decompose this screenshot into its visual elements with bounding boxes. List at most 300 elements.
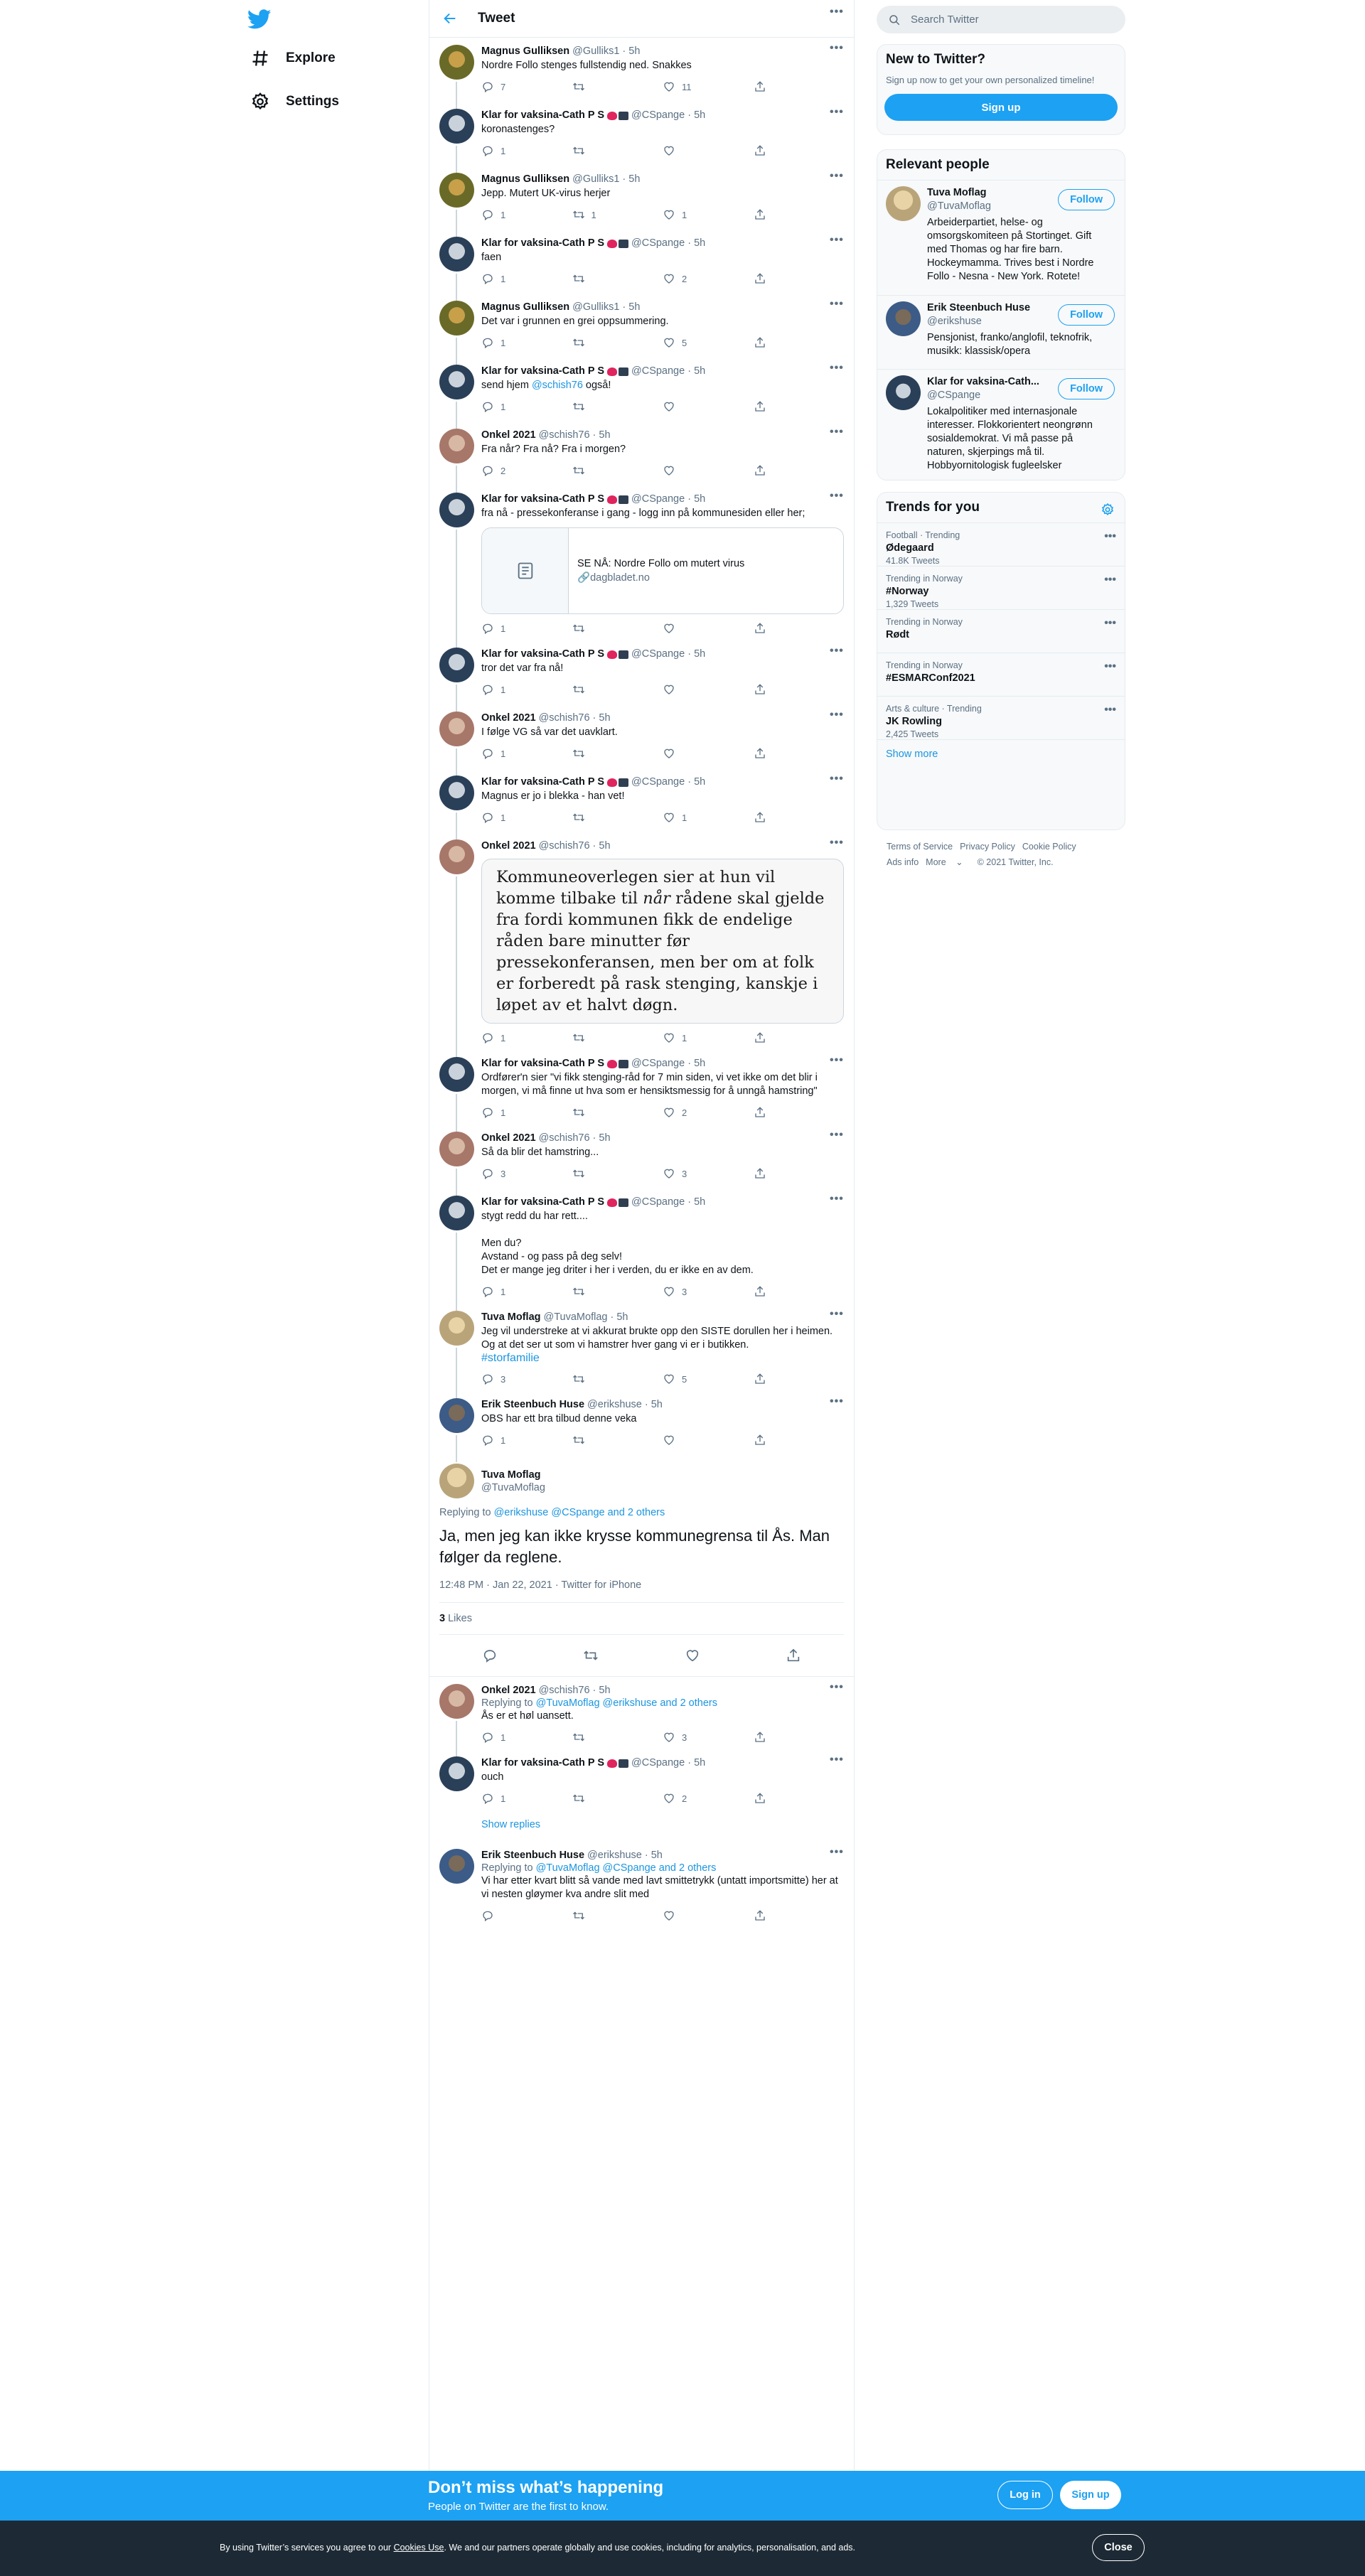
retweet-icon — [572, 336, 585, 349]
author-name[interactable]: Klar for vaksina-Cath P S — [481, 237, 604, 249]
retweet-icon — [572, 622, 585, 635]
author-handle[interactable]: @schish76 · 5h — [538, 840, 611, 852]
more-icon[interactable]: ••• — [830, 645, 844, 657]
like-count: 5 — [682, 337, 687, 348]
retweet-icon[interactable] — [583, 1648, 599, 1663]
privacy-link[interactable]: Privacy Policy — [960, 842, 1015, 852]
more-icon[interactable]: ••• — [1104, 574, 1116, 586]
author-name[interactable]: Klar for vaksina-Cath P S — [481, 648, 604, 660]
reply-action[interactable] — [481, 1106, 572, 1119]
reply-action[interactable] — [481, 1285, 572, 1298]
like-action[interactable] — [663, 1031, 754, 1044]
retweet-action[interactable] — [572, 80, 663, 93]
share-action[interactable] — [754, 80, 845, 93]
author-handle[interactable]: @CSpange · 5h — [631, 1757, 706, 1769]
new-to-twitter-subtitle: Sign up now to get your own personalized timeline! — [886, 75, 1095, 85]
retweet-action[interactable] — [572, 336, 663, 349]
retweet-action[interactable] — [572, 622, 663, 635]
tweet-actions — [481, 1371, 844, 1387]
author-handle[interactable]: @CSpange · 5h — [631, 109, 706, 121]
tweet[interactable] — [429, 166, 854, 230]
more-label: More — [926, 857, 946, 867]
retweet-action[interactable] — [572, 1167, 663, 1180]
reply-action[interactable] — [481, 1792, 572, 1805]
tweet[interactable] — [429, 1391, 854, 1455]
more-icon[interactable]: ••• — [830, 426, 844, 438]
avatar[interactable] — [439, 1756, 474, 1791]
tweet-header — [481, 1308, 844, 1324]
reply-icon — [481, 1909, 494, 1922]
person-handle[interactable]: @erikshuse — [927, 316, 982, 327]
more-icon[interactable]: ••• — [830, 362, 844, 374]
like-count: 1 — [682, 209, 687, 220]
author-handle[interactable]: @erikshuse · 5h — [587, 1850, 663, 1861]
more-icon[interactable]: ••• — [830, 837, 844, 849]
like-action[interactable] — [663, 80, 754, 93]
retweet-action[interactable] — [572, 1434, 663, 1447]
mention-link[interactable]: @schish76 — [531, 380, 583, 391]
settings-gear-icon[interactable] — [1101, 503, 1115, 517]
tweet[interactable] — [429, 640, 854, 704]
cookie-policy-link[interactable]: Cookie Policy — [1022, 842, 1076, 852]
reply-count: 1 — [500, 1286, 506, 1297]
tweet[interactable] — [429, 1125, 854, 1188]
more-icon[interactable]: ••• — [1104, 617, 1116, 629]
login-button[interactable]: Log in — [997, 2481, 1053, 2509]
back-arrow-icon[interactable] — [442, 11, 458, 26]
avatar[interactable] — [439, 1311, 474, 1346]
avatar[interactable] — [439, 839, 474, 874]
more-icon[interactable]: ••• — [830, 1193, 844, 1205]
like-count: 3 — [682, 1286, 687, 1297]
more-icon[interactable]: ••• — [830, 709, 844, 721]
text-line: Avstand - og pass på deg selv! — [481, 1251, 623, 1262]
tweet[interactable] — [429, 38, 854, 102]
author-handle[interactable]: @Gulliks1 · 5h — [572, 45, 641, 57]
trend-count: 41.8K Tweets — [886, 556, 940, 566]
author-handle[interactable]: @Gulliks1 · 5h — [572, 173, 641, 185]
like-action[interactable] — [663, 144, 754, 157]
avatar[interactable] — [439, 712, 474, 746]
retweet-action[interactable] — [572, 811, 663, 824]
like-action[interactable] — [663, 1106, 754, 1119]
avatar[interactable] — [439, 648, 474, 682]
tweet[interactable] — [429, 422, 854, 485]
more-icon[interactable]: ••• — [830, 106, 844, 118]
tweet[interactable] — [429, 1842, 854, 1928]
avatar[interactable] — [886, 375, 921, 410]
more-icon[interactable]: ••• — [830, 1308, 844, 1320]
tweet[interactable] — [429, 1749, 854, 1813]
more-icon[interactable]: ••• — [830, 1054, 844, 1066]
avatar[interactable] — [439, 365, 474, 399]
focal-author-handle[interactable]: @TuvaMoflag — [481, 1482, 545, 1493]
more-icon[interactable]: ••• — [830, 170, 844, 182]
avatar[interactable] — [439, 109, 474, 144]
tweet[interactable] — [429, 832, 854, 1050]
tweet-header — [481, 1681, 844, 1697]
retweet-action[interactable] — [572, 464, 663, 477]
ads-info-link[interactable]: Ads info — [887, 857, 919, 867]
tweet-header — [481, 426, 844, 442]
terms-link[interactable]: Terms of Service — [887, 842, 953, 852]
more-icon[interactable]: ••• — [830, 6, 844, 18]
share-action[interactable] — [754, 1373, 845, 1385]
reply-action[interactable] — [481, 1373, 572, 1385]
tweet-text: Jepp. Mutert UK-virus herjer — [481, 188, 611, 199]
like-action[interactable] — [663, 208, 754, 221]
chevron-down-icon: ⌄ — [953, 857, 963, 867]
share-action[interactable] — [754, 1792, 845, 1805]
retweet-action[interactable] — [572, 144, 663, 157]
tweet[interactable] — [429, 1304, 854, 1391]
more-icon[interactable]: ••• — [830, 1395, 844, 1407]
author-handle[interactable]: @CSpange · 5h — [631, 493, 706, 505]
share-action[interactable] — [754, 1106, 845, 1119]
tweet-actions — [481, 621, 844, 636]
retweet-icon — [572, 1285, 585, 1298]
share-action[interactable] — [754, 747, 845, 760]
retweet-action[interactable] — [572, 208, 663, 221]
more-icon[interactable]: ••• — [1104, 660, 1116, 672]
reply-count: 1 — [500, 337, 506, 348]
signup-button[interactable]: Sign up — [884, 94, 1118, 121]
trends-title: Trends for you — [886, 500, 980, 515]
avatar[interactable] — [439, 1398, 474, 1433]
person-item[interactable] — [877, 369, 1125, 476]
trend-item[interactable] — [877, 522, 1125, 566]
author-handle[interactable]: @schish76 · 5h — [538, 1685, 611, 1696]
avatar[interactable] — [886, 301, 921, 336]
share-action[interactable] — [754, 336, 845, 349]
reply-action[interactable] — [481, 747, 572, 760]
like-action[interactable] — [663, 1792, 754, 1805]
like-action[interactable] — [663, 272, 754, 285]
like-action[interactable] — [663, 1731, 754, 1744]
cookies-use-link[interactable]: Cookies Use — [393, 2543, 444, 2553]
author-handle[interactable]: @CSpange · 5h — [631, 365, 706, 377]
avatar[interactable] — [439, 1057, 474, 1092]
tweet[interactable] — [429, 1050, 854, 1125]
reply-action[interactable] — [481, 464, 572, 477]
author-name[interactable]: Onkel 2021 — [481, 1132, 536, 1144]
trend-item[interactable] — [877, 609, 1125, 653]
retweet-action[interactable] — [572, 1106, 663, 1119]
search-input[interactable] — [877, 6, 1125, 33]
share-action[interactable] — [754, 1031, 845, 1044]
author-name[interactable]: Klar for vaksina-Cath P S — [481, 1757, 604, 1769]
follow-button[interactable]: Follow — [1058, 378, 1115, 399]
avatar[interactable] — [439, 1464, 474, 1498]
avatar[interactable] — [439, 776, 474, 810]
retweet-icon — [572, 1792, 585, 1805]
nav-settings[interactable] — [250, 87, 339, 116]
author-handle[interactable]: @erikshuse · 5h — [587, 1399, 663, 1410]
retweet-action[interactable] — [572, 1031, 663, 1044]
nav-explore-label: Explore — [286, 50, 336, 65]
share-action[interactable] — [754, 1434, 845, 1447]
person-item[interactable] — [877, 295, 1125, 369]
gear-icon — [250, 92, 270, 112]
author-handle[interactable]: @schish76 · 5h — [538, 712, 611, 724]
share-action[interactable] — [754, 622, 845, 635]
close-button[interactable]: Close — [1092, 2534, 1145, 2561]
trend-item[interactable] — [877, 653, 1125, 696]
follow-button[interactable]: Follow — [1058, 304, 1115, 326]
author-name[interactable]: Klar for vaksina-Cath P S — [481, 109, 604, 121]
share-action[interactable] — [754, 464, 845, 477]
like-icon[interactable] — [685, 1648, 700, 1663]
avatar[interactable] — [439, 1196, 474, 1230]
avatar[interactable] — [439, 429, 474, 463]
tweet[interactable] — [429, 230, 854, 294]
tweet-actions — [481, 143, 844, 159]
avatar[interactable] — [439, 1132, 474, 1166]
nav-explore[interactable] — [250, 44, 336, 73]
author-name[interactable]: Magnus Gulliksen — [481, 301, 570, 313]
more-icon[interactable]: ••• — [830, 298, 844, 310]
reply-action[interactable] — [481, 1434, 572, 1447]
more-icon[interactable]: ••• — [830, 1754, 844, 1766]
focal-likes-count[interactable] — [439, 1603, 844, 1635]
reply-count: 1 — [500, 684, 506, 695]
reply-icon — [481, 683, 494, 696]
reply-count: 1 — [500, 1434, 506, 1446]
author-name[interactable]: Erik Steenbuch Huse — [481, 1850, 585, 1861]
tweet-header — [481, 1054, 844, 1070]
more-icon[interactable]: ••• — [830, 42, 844, 54]
author-handle[interactable]: @Gulliks1 · 5h — [572, 301, 641, 313]
reply-count: 1 — [500, 209, 506, 220]
retweet-action[interactable] — [572, 1373, 663, 1385]
tweet[interactable] — [429, 485, 854, 640]
like-action[interactable] — [663, 1434, 754, 1447]
author-name[interactable]: Klar for vaksina-Cath P S — [481, 1196, 604, 1208]
author-name[interactable]: Klar for vaksina-Cath P S — [481, 1058, 604, 1069]
tweet-header — [481, 839, 844, 853]
author-handle[interactable]: @CSpange · 5h — [631, 237, 706, 249]
avatar[interactable] — [439, 493, 474, 527]
tweet[interactable] — [429, 1677, 854, 1749]
author-handle[interactable]: @TuvaMoflag · 5h — [543, 1311, 628, 1323]
trend-item[interactable] — [877, 696, 1125, 739]
more-icon[interactable]: ••• — [830, 234, 844, 246]
like-action[interactable] — [663, 464, 754, 477]
retweet-action[interactable] — [572, 1909, 663, 1922]
avatar[interactable] — [439, 237, 474, 272]
reply-action[interactable] — [481, 683, 572, 696]
author-name[interactable]: Klar for vaksina-Cath P S — [481, 493, 604, 505]
reply-action[interactable] — [481, 811, 572, 824]
more-icon[interactable]: ••• — [1104, 704, 1116, 716]
share-action[interactable] — [754, 144, 845, 157]
more-icon[interactable]: ••• — [830, 1846, 844, 1858]
tweet-actions — [481, 1791, 844, 1806]
reply-icon[interactable] — [482, 1648, 498, 1663]
tweet-header — [481, 1756, 844, 1770]
author-handle[interactable]: @CSpange · 5h — [631, 648, 706, 660]
replying-links[interactable]: @TuvaMoflag @CSpange and 2 others — [535, 1862, 717, 1874]
tweet[interactable] — [429, 768, 854, 832]
more-link[interactable] — [926, 857, 970, 867]
more-icon[interactable]: ••• — [830, 773, 844, 785]
show-more-link[interactable]: Show more — [877, 739, 1125, 768]
focal-author-name[interactable]: Tuva Moflag — [481, 1469, 541, 1481]
retweet-action[interactable] — [572, 272, 663, 285]
retweet-action[interactable] — [572, 1792, 663, 1805]
retweet-action[interactable] — [572, 747, 663, 760]
retweet-action[interactable] — [572, 1731, 663, 1744]
follow-button[interactable]: Follow — [1058, 189, 1115, 210]
trend-item[interactable] — [877, 566, 1125, 609]
like-action[interactable] — [663, 1373, 754, 1385]
avatar[interactable] — [439, 1849, 474, 1884]
new-to-twitter-box — [877, 44, 1125, 135]
author-name[interactable]: Tuva Moflag — [481, 1311, 541, 1323]
share-action[interactable] — [754, 400, 845, 413]
tweet[interactable] — [429, 358, 854, 422]
share-action[interactable] — [754, 1167, 845, 1180]
like-action[interactable] — [663, 622, 754, 635]
focal-tweet-meta[interactable]: 12:48 PM · Jan 22, 2021 · Twitter for iPhone — [439, 1579, 844, 1603]
reply-count: 3 — [500, 1168, 506, 1179]
share-action[interactable] — [754, 683, 845, 696]
tweet[interactable] — [429, 1188, 854, 1304]
author-handle[interactable]: @schish76 · 5h — [538, 429, 611, 441]
avatar[interactable] — [439, 173, 474, 208]
reply-action[interactable] — [481, 1031, 572, 1044]
author-name[interactable]: Magnus Gulliksen — [481, 173, 570, 185]
more-icon[interactable]: ••• — [1104, 530, 1116, 542]
reply-action[interactable] — [481, 400, 572, 413]
banner-title: Don’t miss what’s happening — [428, 2478, 664, 2497]
reply-action[interactable] — [481, 80, 572, 93]
tweet[interactable] — [429, 102, 854, 166]
author-handle[interactable]: @schish76 · 5h — [538, 1132, 611, 1144]
tweet[interactable] — [429, 294, 854, 358]
avatar[interactable] — [439, 45, 474, 80]
like-action[interactable] — [663, 1167, 754, 1180]
reply-icon — [481, 1792, 494, 1805]
like-action[interactable] — [663, 336, 754, 349]
tweet[interactable] — [429, 704, 854, 768]
emoji-badges — [607, 1198, 628, 1207]
author-name[interactable]: Magnus Gulliksen — [481, 45, 570, 57]
reply-action[interactable] — [481, 622, 572, 635]
reply-count: 3 — [500, 1373, 506, 1385]
share-icon — [754, 400, 766, 413]
link-card[interactable] — [481, 527, 844, 614]
show-replies-link[interactable]: Show replies — [481, 1819, 541, 1830]
person-name[interactable]: Erik Steenbuch Huse — [927, 302, 1031, 313]
hashtag-link[interactable]: #storfamilie — [481, 1352, 540, 1364]
reply-action[interactable] — [481, 1909, 572, 1922]
author-handle[interactable]: @CSpange · 5h — [631, 1058, 706, 1069]
share-action[interactable] — [754, 811, 845, 824]
reply-action[interactable] — [481, 336, 572, 349]
author-name[interactable]: Onkel 2021 — [481, 840, 536, 852]
person-item[interactable] — [877, 180, 1125, 295]
quoted-image-text[interactable] — [481, 859, 844, 1024]
like-action[interactable] — [663, 1285, 754, 1298]
retweet-action[interactable] — [572, 1285, 663, 1298]
share-action[interactable] — [754, 1909, 845, 1922]
retweet-count: 1 — [591, 209, 596, 220]
replying-prefix: Replying to — [481, 1862, 536, 1874]
author-handle[interactable]: @CSpange · 5h — [631, 1196, 706, 1208]
person-name[interactable]: Tuva Moflag — [927, 187, 987, 198]
emoji-badges — [607, 650, 628, 659]
twitter-bird-icon[interactable] — [247, 7, 272, 31]
more-icon[interactable]: ••• — [830, 1129, 844, 1141]
reply-action[interactable] — [481, 144, 572, 157]
author-name[interactable]: Onkel 2021 — [481, 429, 536, 441]
more-icon[interactable]: ••• — [830, 1681, 844, 1693]
retweet-icon — [572, 1106, 585, 1119]
emoji-badges — [607, 1759, 628, 1768]
author-name[interactable]: Onkel 2021 — [481, 1685, 536, 1696]
retweet-action[interactable] — [572, 683, 663, 696]
share-icon — [754, 1106, 766, 1119]
share-icon — [754, 208, 766, 221]
share-action[interactable] — [754, 272, 845, 285]
retweet-action[interactable] — [572, 400, 663, 413]
reply-icon — [481, 400, 494, 413]
avatar[interactable] — [439, 1684, 474, 1719]
person-name[interactable]: Klar for vaksina-Cath... — [927, 376, 1039, 387]
like-icon — [663, 747, 675, 760]
reply-action[interactable] — [481, 272, 572, 285]
replying-links[interactable]: @erikshuse @CSpange and 2 others — [493, 1507, 665, 1518]
author-name[interactable]: Klar for vaksina-Cath P S — [481, 365, 604, 377]
reply-action[interactable] — [481, 208, 572, 221]
reply-action[interactable] — [481, 1731, 572, 1744]
share-action[interactable] — [754, 1731, 845, 1744]
avatar[interactable] — [886, 186, 921, 221]
retweet-icon — [572, 747, 585, 760]
like-icon — [663, 622, 675, 635]
like-action[interactable] — [663, 1909, 754, 1922]
author-name[interactable]: Onkel 2021 — [481, 712, 536, 724]
copyright: © 2021 Twitter, Inc. — [977, 857, 1054, 867]
share-action[interactable] — [754, 1285, 845, 1298]
like-action[interactable] — [663, 811, 754, 824]
like-action[interactable] — [663, 747, 754, 760]
author-name[interactable]: Erik Steenbuch Huse — [481, 1399, 585, 1410]
share-icon — [754, 622, 766, 635]
avatar[interactable] — [439, 301, 474, 336]
like-action[interactable] — [663, 400, 754, 413]
person-handle[interactable]: @CSpange — [927, 390, 981, 401]
person-handle[interactable]: @TuvaMoflag — [927, 200, 991, 212]
banner-signup-button[interactable]: Sign up — [1060, 2481, 1121, 2509]
replying-links[interactable]: @TuvaMoflag @erikshuse and 2 others — [535, 1697, 717, 1709]
tweet-text — [481, 1210, 844, 1277]
retweet-icon — [572, 1373, 585, 1385]
trends-list — [877, 522, 1125, 739]
tweet-text: Fra når? Fra nå? Fra i morgen? — [481, 444, 626, 455]
more-icon[interactable]: ••• — [830, 490, 844, 502]
reply-action[interactable] — [481, 1167, 572, 1180]
share-action[interactable] — [754, 208, 845, 221]
share-icon[interactable] — [786, 1648, 801, 1663]
like-icon — [663, 811, 675, 824]
author-name[interactable]: Klar for vaksina-Cath P S — [481, 776, 604, 788]
author-handle[interactable]: @CSpange · 5h — [631, 776, 706, 788]
thread-line — [456, 1435, 457, 1462]
like-action[interactable] — [663, 683, 754, 696]
relevant-people-box — [877, 149, 1125, 481]
